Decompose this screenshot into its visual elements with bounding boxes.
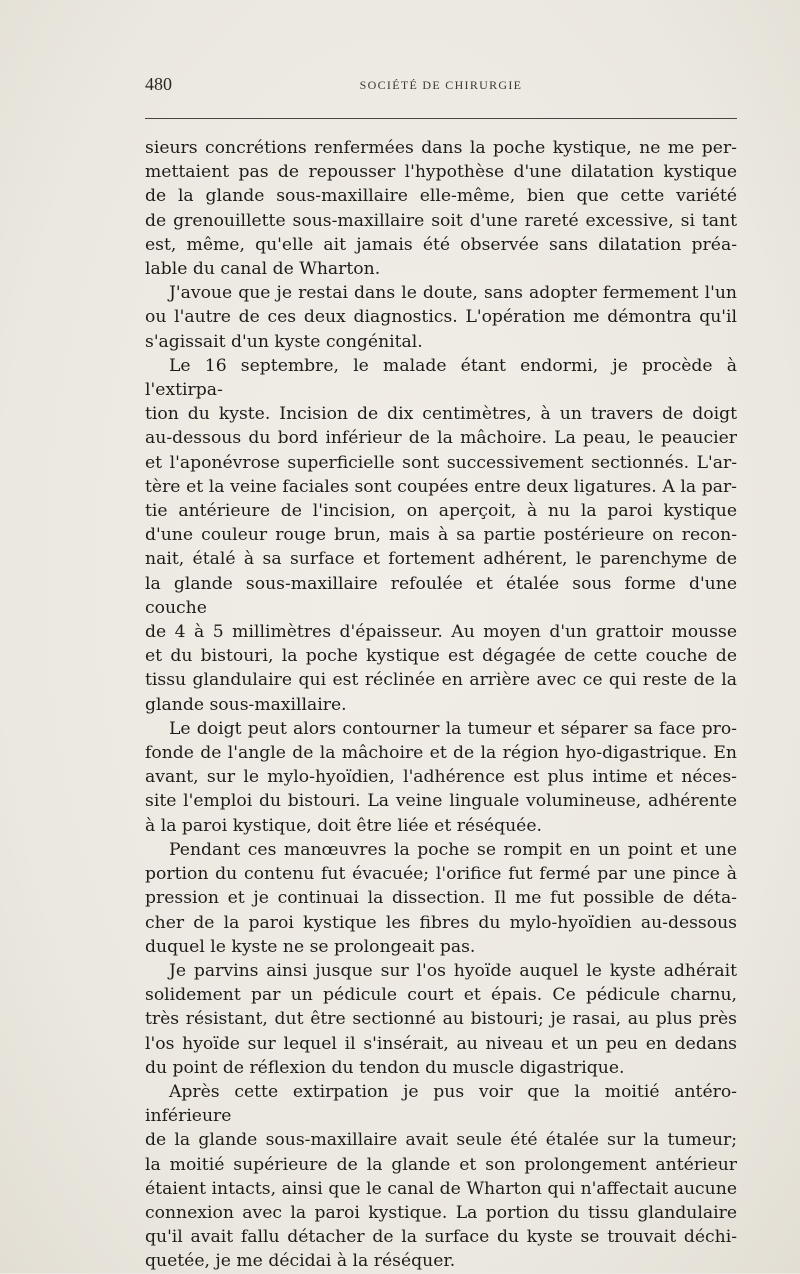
text-line: connexion avec la paroi kystique. La portion du tissu glandulaire: [145, 1202, 737, 1223]
text-line: mettaient pas de repousser l'hypothèse d'une dilatation kystique: [145, 162, 737, 183]
text-line: est, même, qu'elle ait jamais été observée sans dilatation préa-: [145, 234, 737, 255]
text-line: la glande sous-maxillaire refoulée et étalée sous forme d'une couche: [145, 573, 737, 618]
text-line: l'os hyoïde sur lequel il s'insérait, au niveau et un peu en dedans: [145, 1033, 737, 1054]
text-line: tissu glandulaire qui est réclinée en arrière avec ce qui reste de la: [145, 670, 737, 691]
text-line: d'une couleur rouge brun, mais à sa partie postérieure on recon-: [145, 525, 737, 546]
text-line: cher de la paroi kystique les fibres du mylo-hyoïdien au-dessous: [145, 912, 737, 933]
text-line: ou l'autre de ces deux diagnostics. L'opération me démontra qu'il: [145, 307, 737, 328]
paragraph: [145, 838, 737, 959]
text-line: J'avoue que je restai dans le doute, sans adopter fermement l'un: [169, 283, 737, 304]
text-line: de 4 à 5 millimètres d'épaisseur. Au moyen d'un grattoir mousse: [145, 622, 737, 643]
body-text: [145, 136, 737, 1274]
running-title: SOCIÉTÉ DE CHIRURGIE: [359, 78, 523, 92]
paragraph: [145, 717, 737, 838]
text-line: sieurs concrétions renfermées dans la poche kystique, ne me per-: [145, 138, 737, 158]
text-line: Le 16 septembre, le malade étant endormi, je procède à l'extirpa-: [145, 355, 737, 401]
text-line: tie antérieure de l'incision, on aperçoit, à nu la paroi kystique: [145, 501, 737, 522]
header-rule: [145, 118, 737, 119]
text-line: qu'il avait fallu détacher de la surface du kyste se trouvait déchi-: [145, 1227, 737, 1248]
text-line: au-dessous du bord inférieur de la mâchoire. La peau, le peaucier: [145, 428, 737, 449]
text-line: Pendant ces manœuvres la poche se rompit en un point et une: [169, 839, 737, 860]
text-line: Je parvins ainsi jusque sur l'os hyoïde auquel le kyste adhérait: [169, 960, 737, 981]
paragraph: [145, 959, 737, 1080]
paragraph: [145, 1080, 737, 1274]
text-line: de grenouillette sous-maxillaire soit d'une rareté excessive, si tant: [145, 210, 737, 231]
text-line: s'agissait d'un kyste congénital.: [145, 331, 423, 352]
text-line: site l'emploi du bistouri. La veine linguale volumineuse, adhérente: [145, 791, 737, 812]
text-line: du point de réflexion du tendon du muscle digastrique.: [145, 1057, 625, 1078]
text-line: à la paroi kystique, doit être liée et réséquée.: [145, 815, 542, 836]
text-line: tion du kyste. Incision de dix centimètres, à un travers de doigt: [145, 404, 737, 425]
text-line: de la glande sous-maxillaire avait seule été étalée sur la tumeur;: [145, 1130, 737, 1151]
page-number: 480: [145, 74, 172, 94]
text-line: fonde de l'angle de la mâchoire et de la région hyo-digastrique. En: [145, 743, 737, 764]
text-line: Le doigt peut alors contourner la tumeur et séparer sa face pro-: [169, 718, 737, 739]
text-line: portion du contenu fut évacuée; l'orifice fut fermé par une pince à: [145, 864, 737, 885]
text-line: avant, sur le mylo-hyoïdien, l'adhérence est plus intime et néces-: [145, 767, 737, 788]
text-line: et du bistouri, la poche kystique est dégagée de cette couche de: [145, 646, 737, 667]
text-line: la moitié supérieure de la glande et son prolongement antérieur: [145, 1154, 737, 1175]
paragraph: [145, 354, 737, 717]
text-line: quetée, je me décidai à la réséquer.: [145, 1251, 456, 1272]
text-line: nait, étalé à sa surface et fortement adhérent, le parenchyme de: [145, 549, 737, 570]
paragraph: [145, 136, 737, 281]
page-header: [145, 74, 737, 102]
paragraph: [145, 281, 737, 354]
text-line: duquel le kyste ne se prolongeait pas.: [145, 936, 476, 957]
text-line: de la glande sous-maxillaire elle-même, bien que cette variété: [145, 186, 737, 207]
text-line: lable du canal de Wharton.: [145, 259, 381, 280]
text-line: tère et la veine faciales sont coupées entre deux ligatures. A la par-: [145, 476, 737, 497]
text-line: glande sous-maxillaire.: [145, 694, 347, 715]
text-line: et l'aponévrose superficielle sont successivement sectionnés. L'ar-: [145, 452, 737, 473]
text-line: étaient intacts, ainsi que le canal de Wharton qui n'affectait aucune: [145, 1178, 737, 1199]
text-line: solidement par un pédicule court et épais. Ce pédicule charnu,: [145, 985, 737, 1006]
text-line: pression et je continuai la dissection. Il me fut possible de déta-: [145, 888, 737, 909]
text-line: très résistant, dut être sectionné au bistouri; je rasai, au plus près: [145, 1009, 737, 1030]
text-line: Après cette extirpation je pus voir que la moitié antéro-inférieure: [145, 1081, 737, 1127]
